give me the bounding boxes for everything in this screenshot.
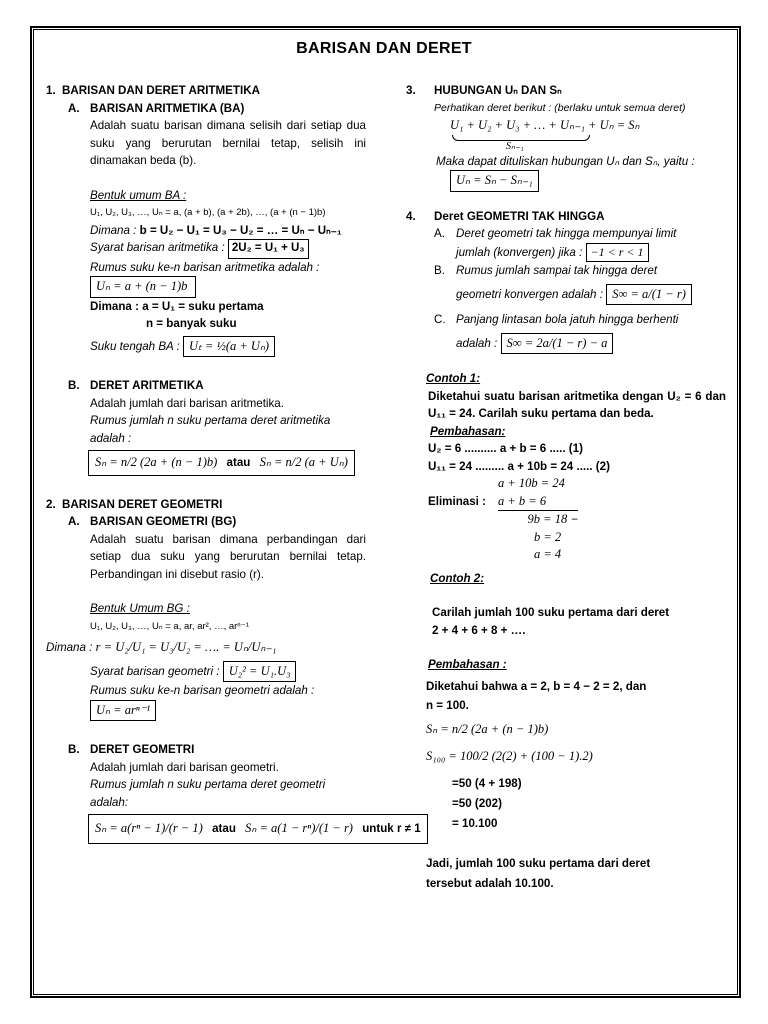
contoh1-e4: b = 2 [534, 529, 562, 544]
section-1a-heading: A. BARISAN ARITMETIKA (BA) [68, 101, 245, 115]
ba-tengah-label: Suku tengah BA : [90, 339, 180, 353]
da-formula-box [88, 450, 355, 476]
s4c-text1: Panjang lintasan bola jatuh hingga berhenti [456, 313, 679, 326]
right-column: 3. HUBUNGAN Uₙ DAN Sₙ Perhatikan deret berikut : (berlaku untuk semua deret) U₁ + U₂ + U₃ + … + Uₙ₋₁ + Uₙ = Sₙ Sₙ₋₁ Maka dapat dituliskan hubungan Uₙ dan Sₙ, yaitu : Uₙ = Sₙ − Sₙ₋₁ 4. Deret GEOMETRI TAK HINGGA A. Deret geometri tak hingga mempunyai limit jumlah (konvergen) jika : −1 < r < 1 B. Rumus jumlah sampai tak hingga deret geometri konvergen adalah : S∞ = a/(1 − r) C. Panjang lintasan bola jatuh hingga berhenti adalah : S∞ = 2a/(1 − r) − a Contoh 1: Diketahui suatu barisan aritmetika dengan U₂ = 6 dan U₁₁ = 24. Carilah suku pertama dan beda. Pembahasan: U₂ = 6 .......... a + b = 6 ..... (1) U₁₁ = 24 ......... a + 10b = 24 ..... (2) a + 10b = 24 Eliminasi : a + b = 6 9b = 18 − b = 2 a = 4 Contoh 2: Carilah jumlah 100 suku pertama dari deret 2 + 4 + 6 + 8 + …. Pembahasan : Diketahui bahwa a = 2, b = 4 − 2 = 2, dan n = 100. Sₙ = n/2 (2a + (n − 1)b) S₁₀₀ = 100/2 (2(2) + (100 − 1).2) =50 (4 + 198) =50 (202) = 10.100 Jadi, jumlah 100 suku pertama dari deret tersebut adalah 10.100. [406, 82, 726, 894]
s3-deret: U₁ + U₂ + U₃ + … + Uₙ₋₁ + Uₙ = Sₙ [450, 118, 640, 132]
section-2-heading: 2. BARISAN DERET GEOMETRI [46, 497, 223, 511]
s4b-box: S∞ = a/(1 − r) [606, 284, 692, 306]
contoh1-e3: 9b = 18 [527, 512, 568, 526]
contoh1-e1: a + 10b = 24 [498, 476, 565, 490]
dg-formula-box [88, 814, 428, 844]
s4b-text2: geometri konvergen adalah : [456, 287, 603, 301]
ba-bentuk-label: Bentuk umum BA : [90, 188, 187, 202]
ba-syarat-label: Syarat barisan aritmetika : [90, 241, 225, 254]
s3-note: Perhatikan deret berikut : (berlaku untuk semua deret) [434, 101, 686, 114]
contoh1-e2: a + b = 6 [498, 493, 547, 508]
section-2a-heading: A. BARISAN GEOMETRI (BG) [68, 515, 237, 528]
contoh2-soal1: Carilah jumlah 100 suku pertama dari deret [432, 606, 670, 619]
dg-untuk: untuk r ≠ 1 [362, 822, 421, 835]
s3-maka: Maka dapat dituliskan hubungan Uₙ dan Sₙ, yaitu : [436, 154, 695, 168]
contoh2-d2: n = 100. [426, 699, 469, 712]
ba-dimana2-n: n = banyak suku [146, 317, 237, 330]
page-title: BARISAN DAN DERET [296, 40, 472, 57]
dg-atau: atau [212, 822, 236, 835]
ba-syarat-box: 2U₂ = U₁ + U₃ [228, 239, 309, 259]
contoh2-d1: Diketahui bahwa a = 2, b = 4 − 2 = 2, dan [426, 679, 647, 693]
bg-rumus-box: Uₙ = arⁿ⁻¹ [90, 700, 156, 722]
contoh2-pemb: Pembahasan : [428, 658, 507, 671]
contoh1-minus: − [571, 513, 578, 526]
ba-dimana-val: b = U₂ − U₁ = U₃ − U₂ = … = Uₙ − Uₙ₋₁ [139, 223, 342, 237]
contoh1-l2: U₁₁ = 24 ......... a + 10b = 24 ..... (2) [428, 459, 610, 473]
bg-description: Adalah suatu barisan dimana perbandingan dari setiap dua suku yang berurutan bernilai tetap. Perbandingan ini disebut rasio (r). [90, 532, 366, 581]
contoh1-e5: a = 4 [534, 547, 562, 561]
contoh2-f2: S₁₀₀ = 100/2 (2(2) + (100 − 1).2) [426, 749, 593, 763]
contoh2-soal2: 2 + 4 + 6 + 8 + …. [432, 623, 526, 637]
dg-formula-2: Sₙ = a(1 − rⁿ)/(1 − r) [245, 821, 353, 835]
bg-bentuk-seq: U₁, U₂, U₃, …, Uₙ = a, ar, ar², …, arⁿ⁻¹ [90, 620, 249, 632]
bg-syarat-label: Syarat barisan geometri : [90, 664, 220, 678]
da-formula-2: Sₙ = n/2 (a + Uₙ) [259, 455, 348, 469]
section-2b-heading: B. DERET GEOMETRI [68, 743, 195, 756]
s4a-box: −1 < r < 1 [586, 243, 649, 263]
da-atau: atau [226, 456, 251, 469]
s4b-text1: Rumus jumlah sampai tak hingga deret [456, 264, 658, 277]
bg-rumus-label: Rumus suku ke-n barisan geometri adalah : [90, 684, 315, 697]
dg-rumus-label: Rumus jumlah n suku pertama deret geometri adalah: [90, 778, 326, 809]
ba-dimana2-a: a = U₁ = suku pertama [142, 299, 264, 313]
section-1-heading: 1. BARISAN DAN DERET ARITMETIKA [46, 84, 260, 97]
section-4-heading: 4. Deret GEOMETRI TAK HINGGA [406, 209, 605, 223]
contoh2-j2: tersebut adalah 10.100. [426, 876, 554, 890]
ba-bentuk-seq: U₁, U₂, U₃, …, Uₙ = a, (a + b), (a + 2b), …, (a + (n − 1)b) [90, 207, 326, 218]
contoh2-r1: =50 (4 + 198) [452, 776, 522, 790]
contoh2-r2: =50 (202) [452, 796, 502, 810]
contoh2-r3: = 10.100 [452, 816, 498, 830]
s3-rel-box: Uₙ = Sₙ − Sₙ₋₁ [450, 170, 539, 192]
ba-rumus-box: Uₙ = a + (n − 1)b [90, 276, 196, 298]
ba-description: Adalah suatu barisan dimana selisih dari setiap dua suku yang berurutan bernilai tetap, selisih ini dinamakan beda (b). [90, 119, 366, 167]
s4c-text2: adalah : [456, 336, 498, 350]
section-3-heading: 3. HUBUNGAN Uₙ DAN Sₙ [406, 84, 562, 97]
dg-description: Adalah jumlah dari barisan geometri. [90, 760, 279, 774]
ba-rumus-label: Rumus suku ke-n barisan aritmetika adalah : [90, 260, 320, 274]
bg-dimana-val: r = U₂/U₁ = U₃/U₂ = …. = Uₙ/Uₙ₋₁ [95, 640, 277, 654]
left-column [46, 82, 421, 844]
s4a-text: Deret geometri tak hingga mempunyai limit jumlah (konvergen) jika : [456, 227, 677, 259]
contoh1-soal: Diketahui suatu barisan aritmetika dengan U₂ = 6 dan U₁₁ = 24. Carilah suku pertama dan beda. [428, 389, 726, 420]
contoh2-label: Contoh 2: [430, 571, 485, 585]
contoh2-j1: Jadi, jumlah 100 suku pertama dari deret [426, 856, 651, 870]
ba-dimana-label: Dimana : [90, 223, 137, 237]
bg-syarat-box: U₂² = U₁.U₃ [223, 661, 297, 683]
contoh1-l1: U₂ = 6 .......... a + b = 6 ..... (1) [428, 442, 583, 455]
s4c-box: S∞ = 2a/(1 − r) − a [501, 333, 614, 355]
ba-tengah-box: Uₜ = ½(a + Uₙ) [183, 336, 275, 358]
ba-dimana2-label: Dimana : [90, 299, 139, 313]
contoh1-pemb: Pembahasan: [430, 424, 506, 438]
section-1b-heading: B. DERET ARITMETIKA [68, 379, 204, 392]
da-rumus-label: Rumus jumlah n suku pertama deret aritmetika adalah : [90, 414, 331, 445]
contoh2-f1: Sₙ = n/2 (2a + (n − 1)b) [426, 721, 549, 736]
s3-brace-label: Sₙ₋₁ [506, 140, 524, 152]
bg-dimana-label: Dimana : [46, 641, 93, 654]
dg-formula-1: Sₙ = a(rⁿ − 1)/(r − 1) [95, 821, 203, 835]
da-formula-1: Sₙ = n/2 (2a + (n − 1)b) [95, 455, 218, 469]
contoh1-elim: Eliminasi : [428, 494, 486, 508]
da-description: Adalah jumlah dari barisan aritmetika. [90, 396, 284, 410]
bg-bentuk-label: Bentuk Umum BG : [90, 602, 190, 615]
contoh1-label: Contoh 1: [426, 372, 481, 385]
